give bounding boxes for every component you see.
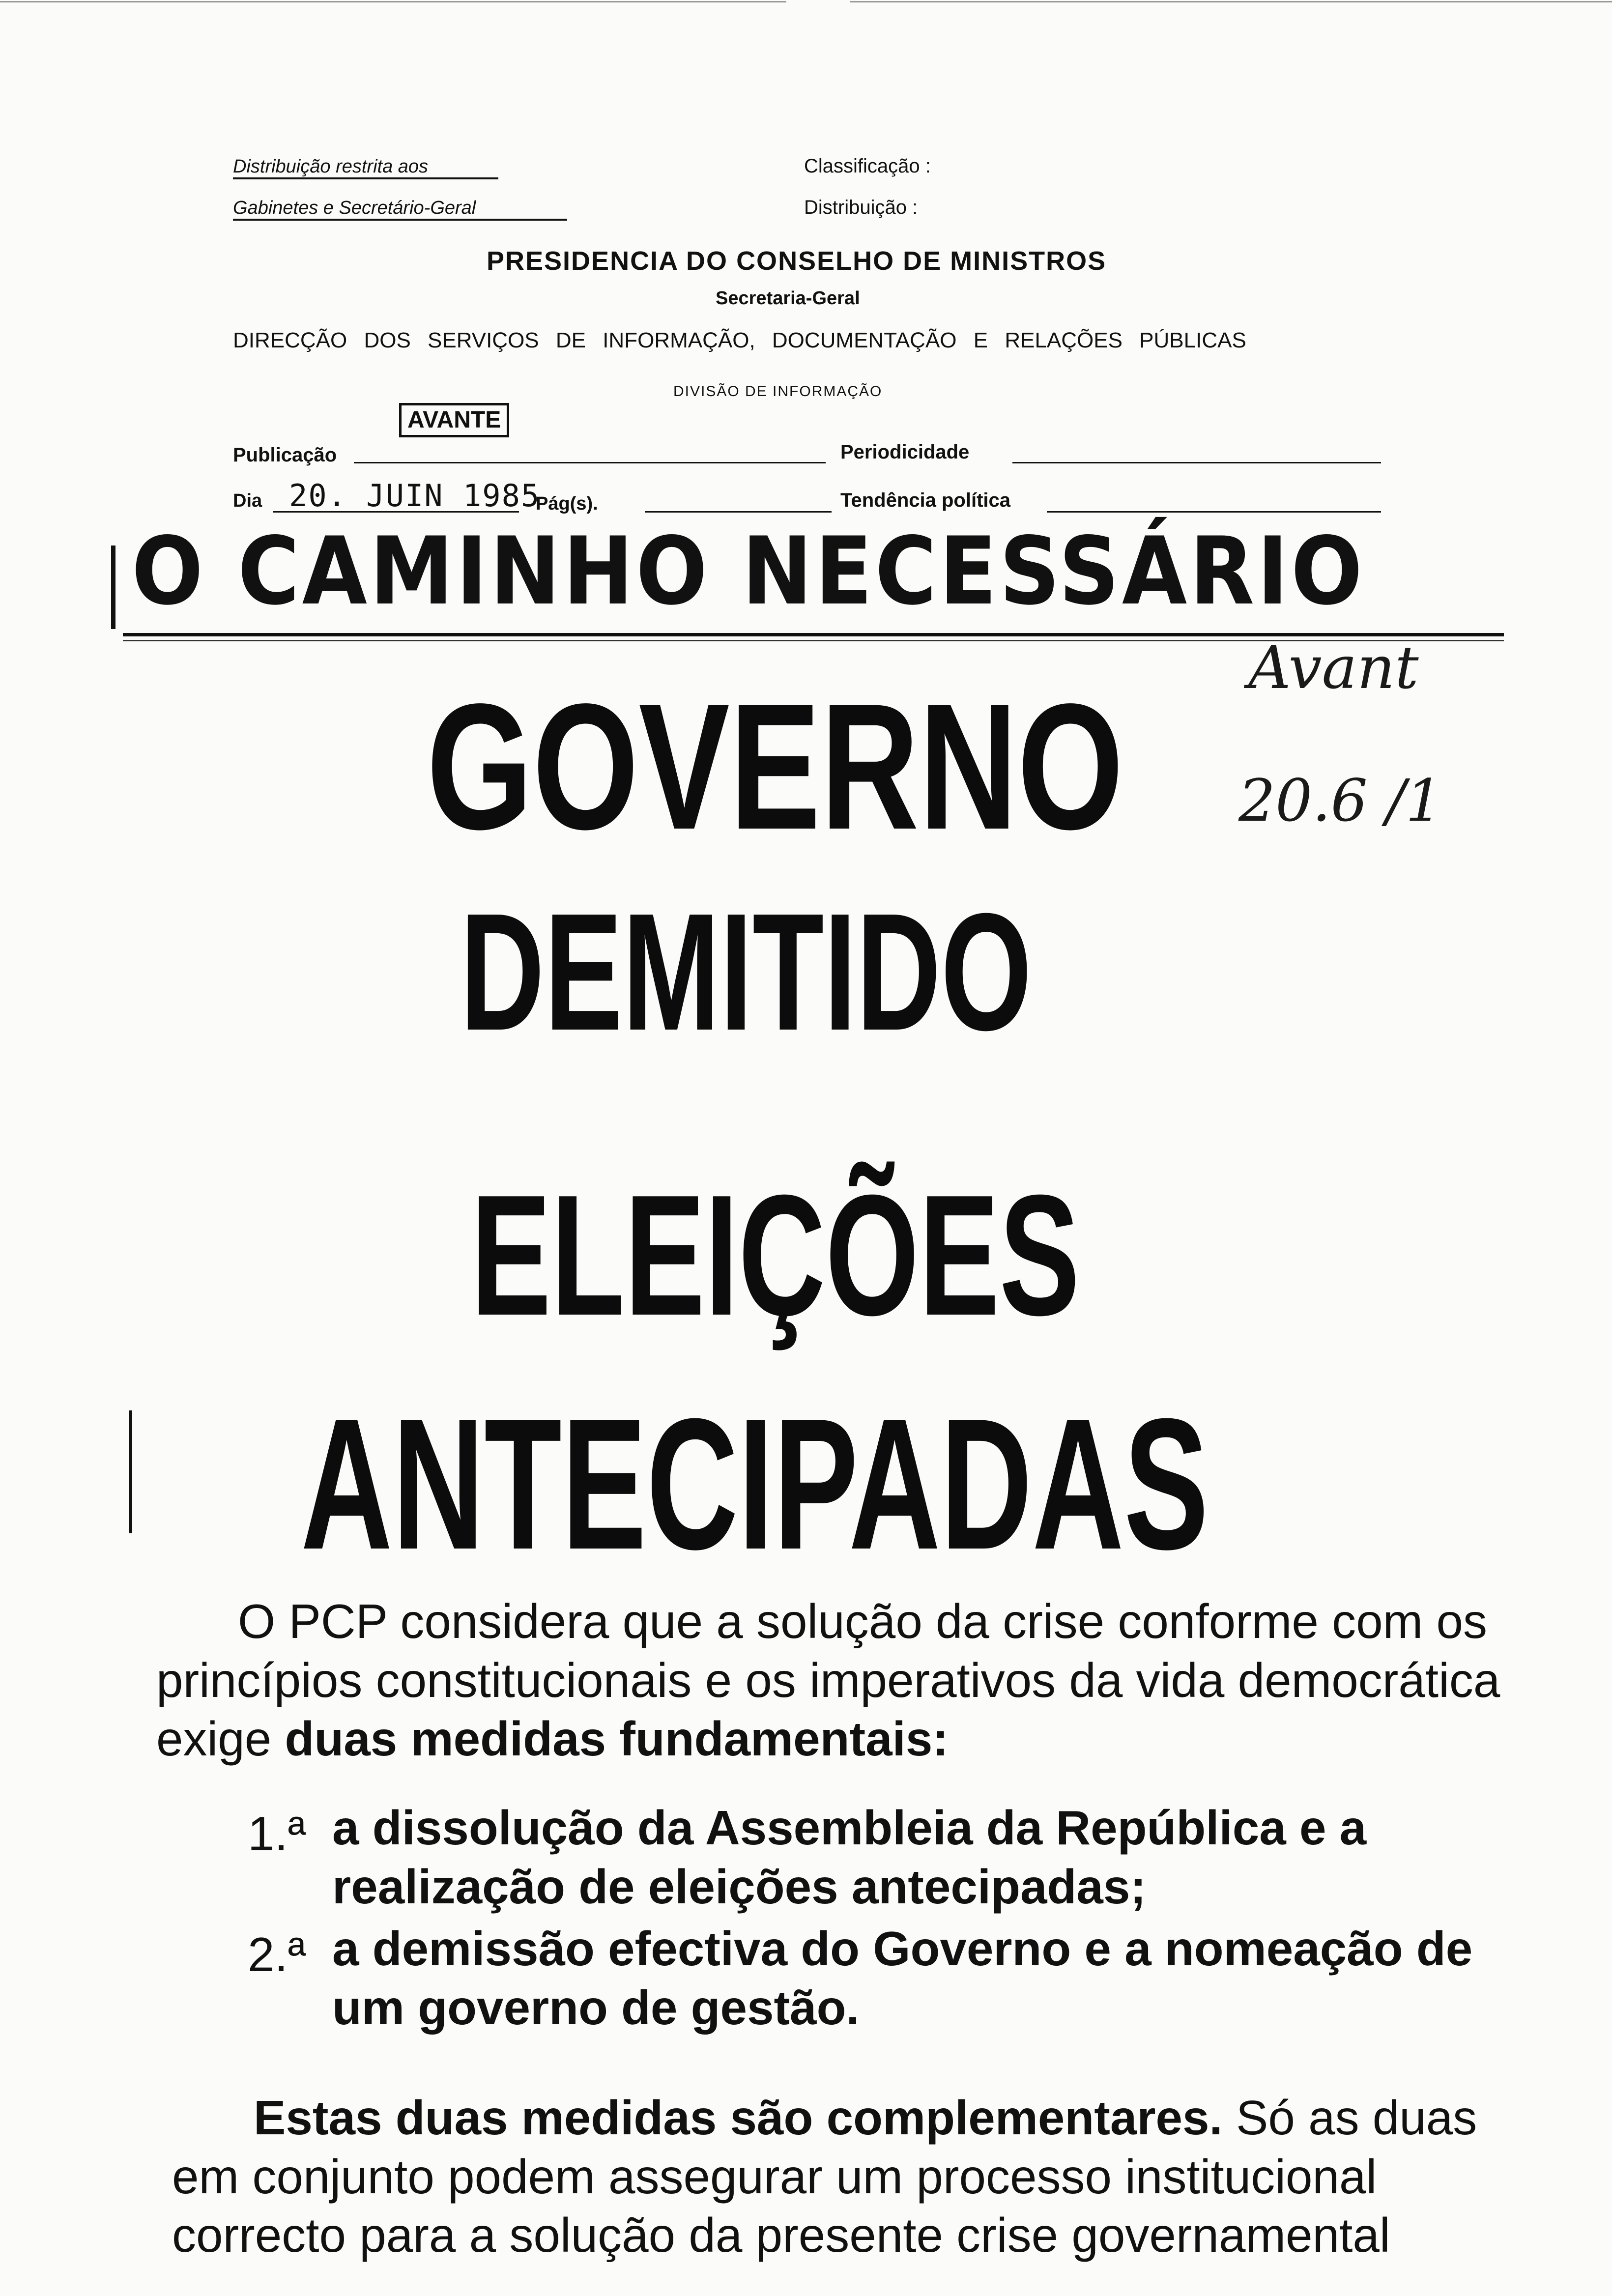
scan-edge-rule-right [850,1,1612,2]
dia-field-line [273,511,519,513]
closing-plain-text: Só as duas em conjunto podem assegurar um processo institucional correcto para a solução da presente crise governamental [172,2091,1477,2263]
masthead-side-bar [111,545,115,629]
headline-eleicoes: ELEIÇÕES [471,1159,1080,1351]
directorate-line: DIRECÇÃO DOS SERVIÇOS DE INFORMAÇÃO, DOCUMENTAÇÃO E RELAÇÕES PÚBLICAS [233,328,1246,352]
masthead-title: O CAMINHO NECESSÁRIO [132,517,1365,626]
tendencia-field-line [1047,511,1381,513]
list-item-2-number: 2.ª [248,1927,306,1981]
headline-antecipadas: ANTECIPADAS [301,1379,1209,1588]
pags-label: Pág(s). [536,493,598,514]
handwritten-note-line2: 20.6 /1 [1238,767,1443,834]
org-subtitle: Secretaria-Geral [716,288,860,309]
list-item-2-content: a demissão efectiva do Governo e a nomeação de um governo de gestão. [332,1922,1473,2035]
headline-demitido: DEMITIDO [460,879,1032,1065]
periodicidade-label: Periodicidade [840,441,970,463]
closing-bold-text: Estas duas medidas são complementares. [254,2091,1223,2145]
periodicidade-field-line [1012,462,1381,463]
org-title: PRESIDENCIA DO CONSELHO DE MINISTROS [487,246,1107,276]
tendencia-label: Tendência política [840,489,1010,511]
headline-governo: GOVERNO [427,667,1124,867]
intro-plain-text: O PCP considera que a solução da crise conforme com os princípios constitucionais e os imperativos da vida democrática exige [156,1594,1500,1766]
dia-label: Dia [233,490,262,511]
list-item-2-text [332,1920,1531,2037]
list-item-1-number: 1.ª [248,1807,306,1861]
closing-paragraph [172,2089,1538,2265]
intro-bold-text: duas medidas fundamentais: [285,1712,949,1766]
distribution-line-2: Gabinetes e Secretário-Geral [233,198,567,221]
division-line: DIVISÃO DE INFORMAÇÃO [673,383,883,400]
scan-edge-rule-left [0,1,786,2]
list-item-1-content: a dissolução da Assembleia da República e a realização de eleições antecipadas; [332,1801,1367,1914]
pags-field-line [645,511,832,513]
intro-paragraph [156,1592,1532,1769]
list-item-1-text [332,1799,1531,1916]
date-stamp: 20. JUIN 1985 [289,478,541,514]
distribution-line-1: Distribuição restrita aos [233,156,498,179]
publication-stamp: AVANTE [399,403,509,437]
left-margin-bar [129,1410,132,1533]
publicacao-field-line [354,462,826,463]
classificacao-label: Classificação : [804,155,931,177]
publicacao-label: Publicação [233,444,337,466]
distribuicao-label: Distribuição : [804,197,918,218]
handwritten-note-line1: Avant [1248,634,1419,702]
